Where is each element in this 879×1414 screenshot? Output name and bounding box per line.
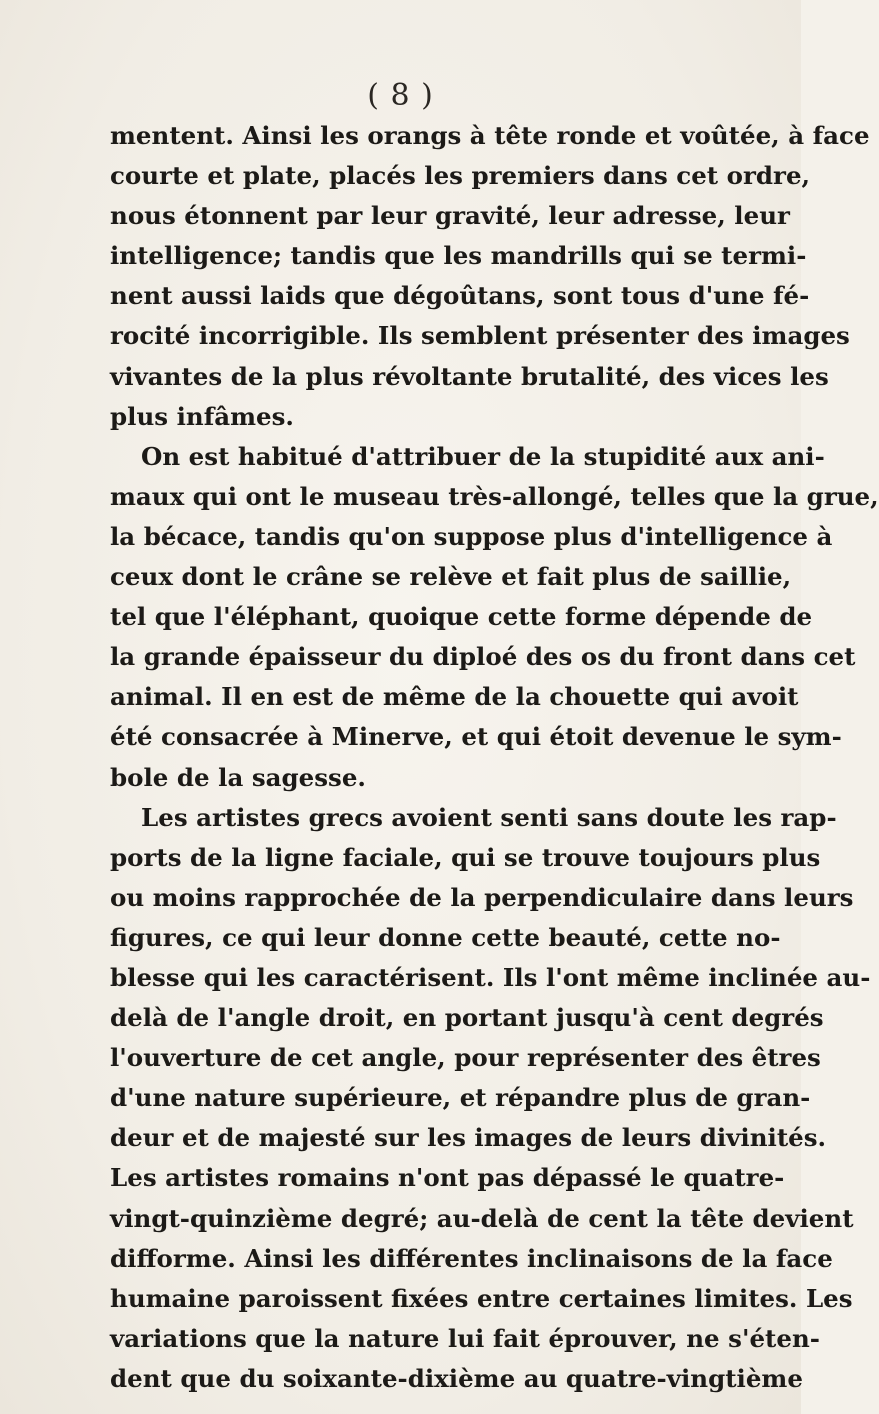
text-line: ceux dont le crâne se relève et fait plus de saillie, [110,562,792,592]
text-line: vivantes de la plus révoltante brutalité, des vices les [110,361,829,391]
text-line: ports de la ligne faciale, qui se trouve toujours plus [110,842,821,872]
text-line: été consacrée à Minerve, et qui étoit devenue le sym- [110,722,842,752]
text-line: vingt-quinzième degré; au-delà de cent la tête devient [110,1203,854,1233]
text-line: blesse qui les caractérisent. Ils l'ont même inclinée au- [110,962,871,992]
text-line: courte et plate, placés les premiers dans cet ordre, [110,161,811,191]
text-line: Les artistes grecs avoient senti sans doute les rap- [141,802,837,832]
text-line: figures, ce qui leur donne cette beauté, cette no- [110,922,781,952]
text-line: nous étonnent par leur gravité, leur adresse, leur [110,201,790,231]
text-line: humaine paroissent fixées entre certaines limites. Les [110,1283,853,1313]
text-line: deur et de majesté sur les images de leurs divinités. [110,1123,827,1153]
text-line: intelligence; tandis que les mandrills qui se termi- [110,241,807,271]
text-line: bole de la sagesse. [110,762,366,792]
text-line: maux qui ont le museau très-allongé, telles que la grue, [110,481,879,511]
text-line: la bécace, tandis qu'on suppose plus d'intelligence à [110,521,833,551]
text-line: l'ouverture de cet angle, pour représenter des êtres [110,1043,821,1073]
text-line: d'une nature supérieure, et répandre plus de gran- [110,1083,811,1113]
text-line: On est habitué d'attribuer de la stupidité aux ani- [141,441,825,471]
text-line: variations que la nature lui fait éprouver, ne s'éten- [110,1323,820,1353]
text-line: animal. Il en est de même de la chouette qui avoit [110,682,799,712]
text-line: ou moins rapprochée de la perpendiculaire dans leurs [110,882,854,912]
page-number: ( 8 ) [367,78,434,113]
text-line: delà de l'angle droit, en portant jusqu'à cent degrés [110,1003,824,1033]
text-line: plus infâmes. [110,401,294,431]
text-line: nent aussi laids que dégoûtans, sont tous d'une fé- [110,281,810,311]
text-line: mentent. Ainsi les orangs à tête ronde et voûtée, à face [110,121,870,150]
text-line: rocité incorrigible. Ils semblent présenter des images [110,321,850,351]
text-line: Les artistes romains n'ont pas dépassé le quatre- [110,1163,785,1193]
body-text [110,116,879,1399]
text-line: difforme. Ainsi les différentes inclinaisons de la face [110,1243,833,1273]
text-line: la grande épaisseur du diploé des os du front dans cet [110,642,856,672]
text-line: tel que l'éléphant, quoique cette forme dépende de [110,602,813,632]
text-line: dent que du soixante-dixième au quatre-vingtième [110,1363,803,1393]
